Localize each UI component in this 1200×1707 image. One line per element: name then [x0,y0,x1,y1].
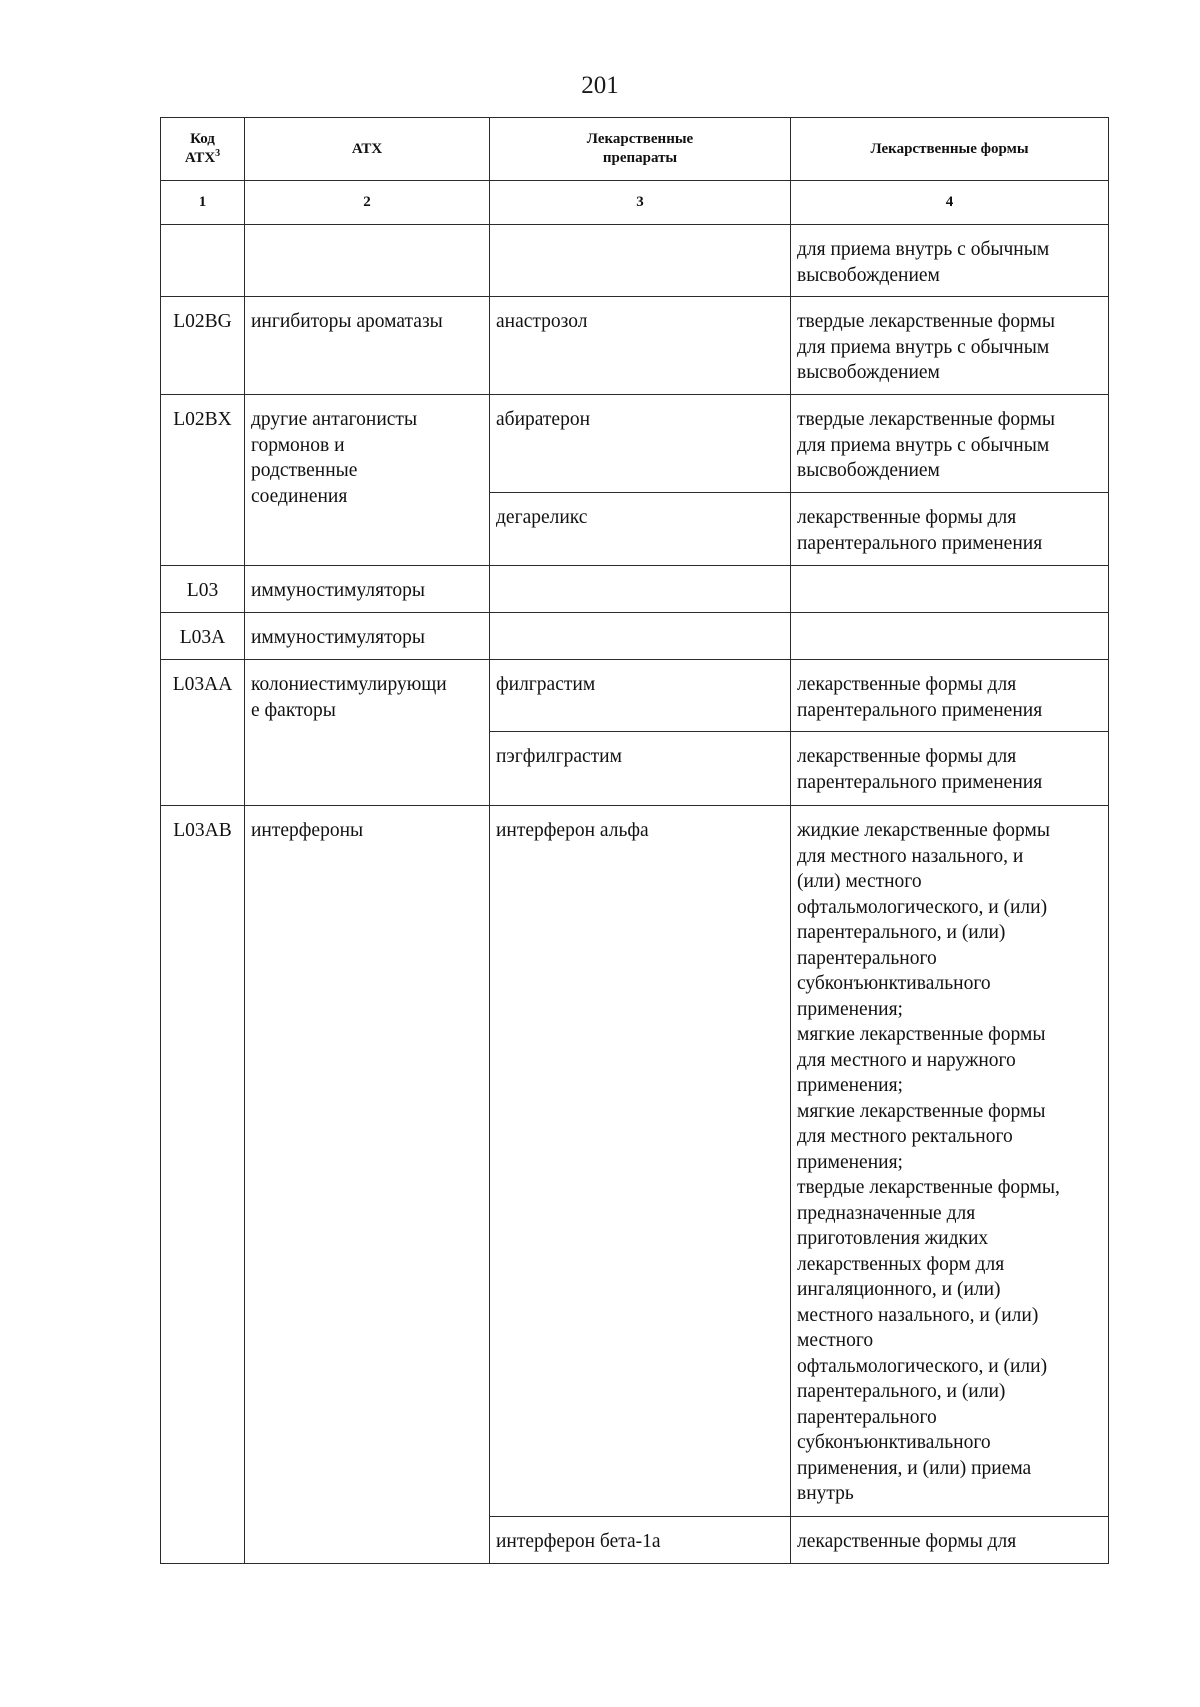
table-row [161,225,1109,297]
table-row [161,660,1109,732]
column-number: 2 [245,181,490,225]
table-row [161,613,1109,660]
drug-cell [490,225,791,297]
form-cell: лекарственные формы для парентерального применения [791,493,1109,566]
table-row [161,297,1109,395]
atx-cell: иммуностимуляторы [245,566,490,613]
form-cell: твердые лекарственные формы для приема внутрь с обычным высвобождением [791,395,1109,493]
code-cell: L02BG [161,297,245,395]
column-number: 3 [490,181,791,225]
atx-cell [245,225,490,297]
drug-cell: абиратерон [490,395,791,493]
table-row [161,806,1109,1517]
form-cell: жидкие лекарственные формы для местного назального, и (или) местного офтальмологического, и (или) парентерального, и (или) парентерального субконъюнктивального применения; мягкие лекарственные формы для местного и наружного применения; мягкие лекарственные формы для местного ректального применения; твердые лекарственные формы, предназначенные для приготовления жидких лекарственных форм для ингаляционного, и (или) местного назального, и (или) местного офтальмологического, и (или) парентерального, и (или) парентерального субконъюнктивального применения, и (или) приема внутрь [791,806,1109,1517]
form-cell [791,566,1109,613]
atx-cell: иммуностимуляторы [245,613,490,660]
header-code: Код АТХ$^3$ [161,118,245,181]
atx-cell: другие антагонисты гормонов и родственные соединения [245,395,490,566]
code-cell: L03AA [161,660,245,806]
atx-cell: колониестимулирующи е факторы [245,660,490,806]
form-cell: твердые лекарственные формы для приема внутрь с обычным высвобождением [791,297,1109,395]
code-cell: L02BX [161,395,245,566]
form-cell: для приема внутрь с обычным высвобождением [791,225,1109,297]
drug-cell: дегареликс [490,493,791,566]
atx-drug-table [160,117,1109,1564]
drug-cell: анастрозол [490,297,791,395]
drug-cell: филграстим [490,660,791,732]
form-cell: лекарственные формы для [791,1517,1109,1564]
code-cell: L03 [161,566,245,613]
form-cell: лекарственные формы для парентерального применения [791,660,1109,732]
form-cell: лекарственные формы для парентерального применения [791,732,1109,806]
table-row [161,566,1109,613]
atx-cell: ингибиторы ароматазы [245,297,490,395]
drug-cell: пэгфилграстим [490,732,791,806]
form-cell [791,613,1109,660]
drug-cell [490,566,791,613]
code-cell: L03A [161,613,245,660]
column-number-row [161,181,1109,225]
drug-cell: интерферон альфа [490,806,791,1517]
column-number: 1 [161,181,245,225]
drug-cell: интерферон бета-1a [490,1517,791,1564]
header-forms: Лекарственные формы [791,118,1109,181]
page-number: 201 [581,72,619,99]
atx-cell: интерфероны [245,806,490,1564]
table-row [161,395,1109,493]
code-cell: L03AB [161,806,245,1564]
code-cell [161,225,245,297]
drug-cell [490,613,791,660]
header-drugs: Лекарственные препараты [490,118,791,181]
table-header-row [161,118,1109,181]
column-number: 4 [791,181,1109,225]
header-atx: АТХ [245,118,490,181]
